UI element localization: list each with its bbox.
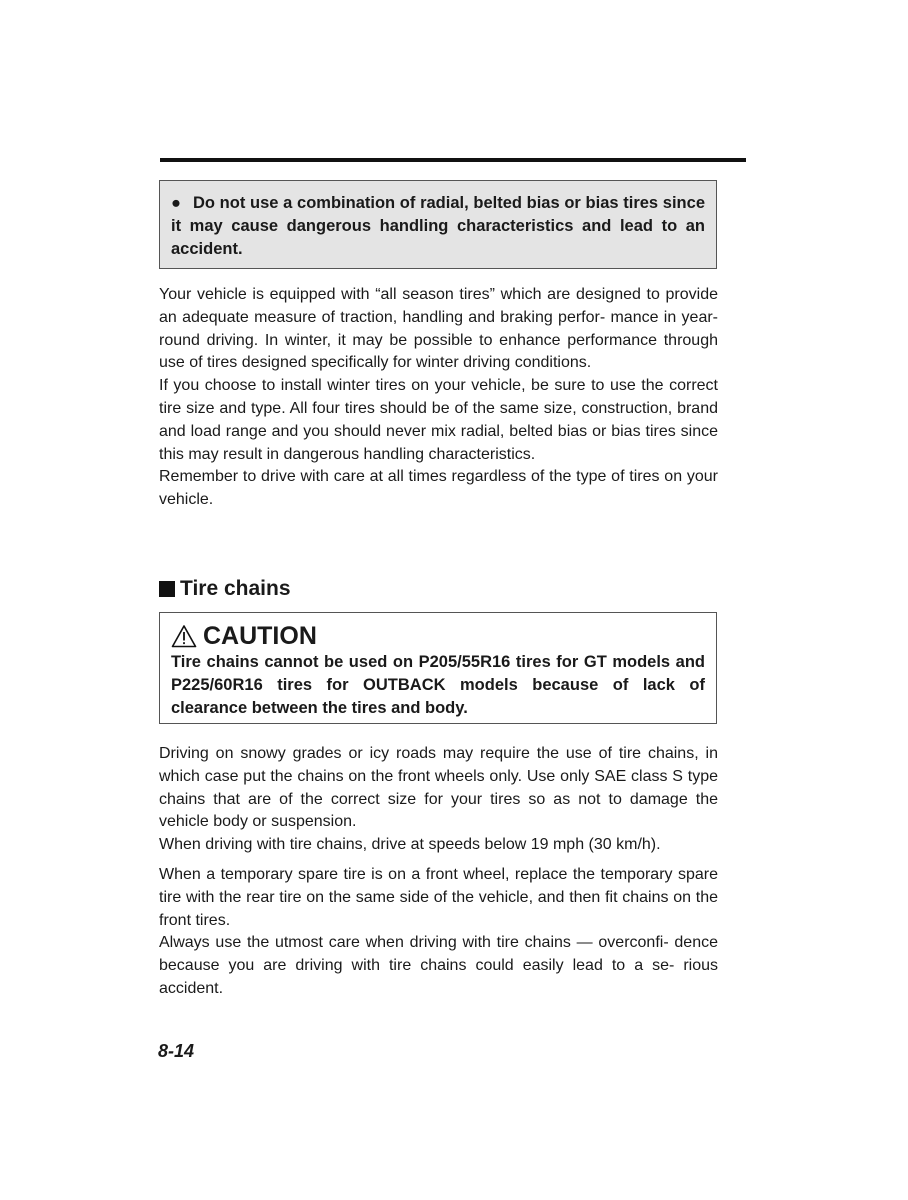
chains-paragraph-3: When a temporary spare tire is on a front wheel, replace the temporary spare tire with the rear tire on the same side of the vehicle, and then fit chains on the front tires. [159,866,718,929]
chains-text-lower [159,864,718,1001]
warning-triangle-icon [171,624,197,648]
chains-paragraph-2: When driving with tire chains, drive at speeds below 19 mph (30 km/h). [159,836,661,854]
warning-text: Do not use a combination of radial, belted bias or bias tires since it may cause dangerous handling characteristics and lead to an accident. [171,194,705,258]
top-rule [160,158,746,162]
chains-paragraph-4: Always use the utmost care when driving with tire chains — overconfi- dence because you are driving with tire chains could easily lead to a se- rious accident. [159,934,718,997]
intro-paragraph-2: If you choose to install winter tires on your vehicle, be sure to use the correct tire size and type. All four tires should be of the same size, construction, brand and load range and you should never mix radial, belted bias or bias tires since this may result in dangerous handling characteristics. [159,377,718,463]
warning-box [159,180,717,269]
caution-header [171,621,705,651]
section-title: Tire chains [180,577,291,600]
intro-paragraph-1: Your vehicle is equipped with “all season tires” which are designed to provide an adequate measure of traction, handling and braking perfor- mance in year-round driving. In winter, it may be possible to enhance performance through use of tires designed specifically for winter driving conditions. [159,286,718,372]
caution-title: CAUTION [203,622,317,650]
caution-text: Tire chains cannot be used on P205/55R16 tires for GT models and P225/60R16 tires for OUTBACK models because of lack of clearance between the tires and body. [171,653,705,717]
section-heading [159,574,291,604]
bullet-icon: ● [171,194,181,212]
caution-box [159,612,717,724]
chains-paragraph-1: Driving on snowy grades or icy roads may require the use of tire chains, in which case put the chains on the front wheels only. Use only SAE class S type chains that are of the correct size for your tires so as not to damage the vehicle body or suspension. [159,745,718,831]
chains-text-upper [159,743,718,857]
section-square-icon [159,581,175,597]
page-number: 8-14 [158,1041,195,1061]
intro-paragraph-3: Remember to drive with care at all times regardless of the type of tires on your vehicle. [159,468,718,509]
intro-text [159,284,718,512]
